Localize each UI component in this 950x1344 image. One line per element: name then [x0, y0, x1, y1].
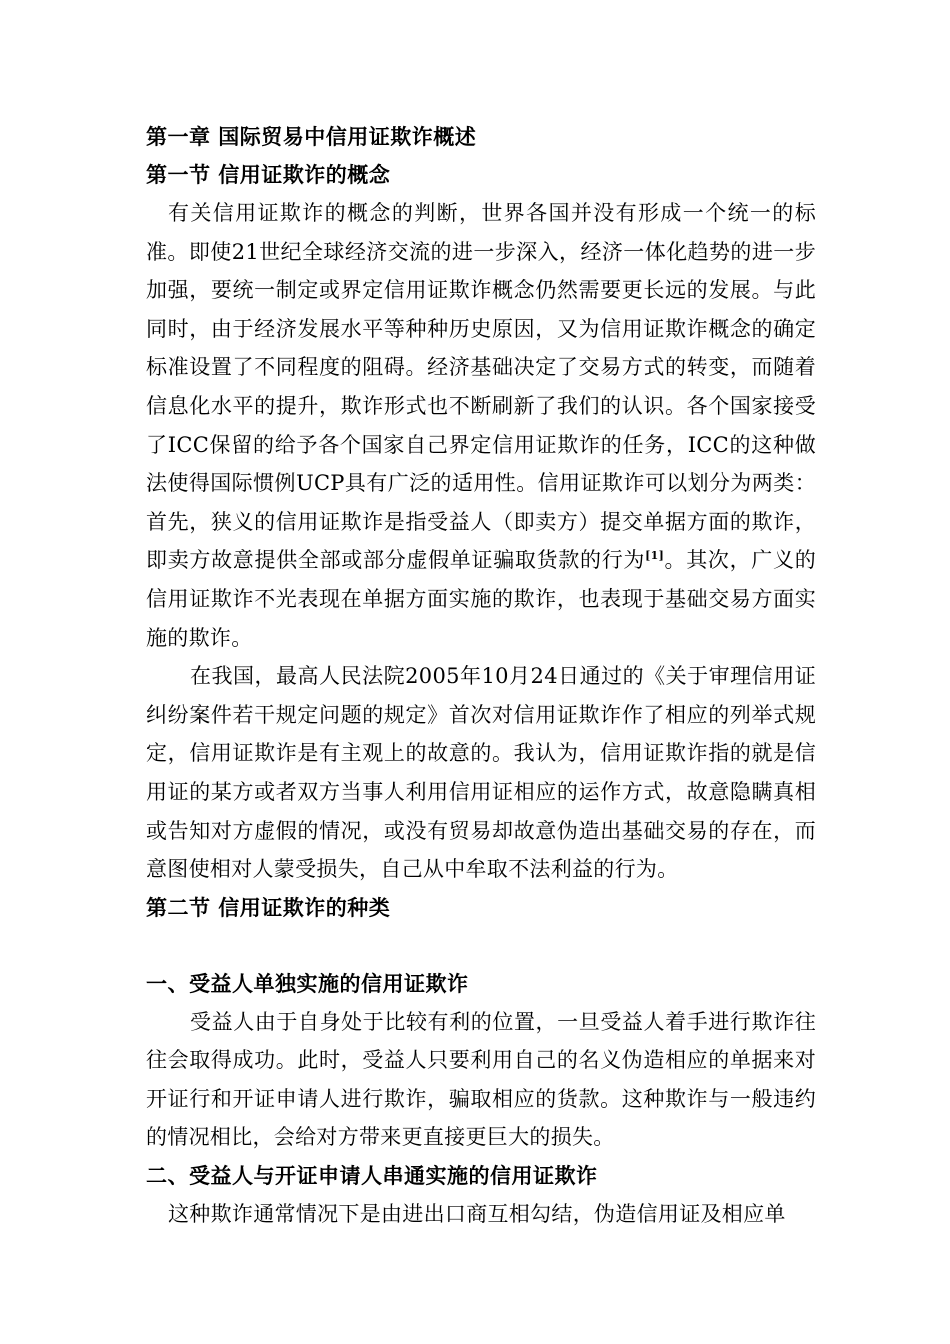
- blank-line: [146, 927, 816, 965]
- paragraph-beneficiary: 受益人由于自身处于比较有利的位置，一旦受益人着手进行欺诈往往会取得成功。此时，受益人只要利用自己的名义伪造相应的单据来对开证行和开证申请人进行欺诈，骗取相应的货款。这种欺诈与一般违约的情况相比，会给对方带来更直接更巨大的损失。: [146, 1009, 816, 1150]
- footnote-ref-1[interactable]: [1]: [645, 549, 665, 563]
- section-title-concept: 第一节 信用证欺诈的概念: [146, 163, 391, 187]
- chapter-title: 第一章 国际贸易中信用证欺诈概述: [146, 125, 477, 149]
- paragraph-concept-text-a: 有关信用证欺诈的概念的判断，世界各国并没有形成一个统一的标准。即使21世纪全球经济交流的进一步深入，经济一体化趋势的进一步加强，要统一制定或界定信用证欺诈概念仍然需要更长远的发展。与此同时，由于经济发展水平等种种历史原因，又为信用证欺诈概念的确定标准设置了不同程度的阻碍。经济基础决定了交易方式的转变，而随着信息化水平的提升，欺诈形式也不断刷新了我们的认识。各个国家接受了ICC保留的给予各个国家自己界定信用证欺诈的任务，ICC的这种做法使得国际惯例UCP具有广泛的适用性。信用证欺诈可以划分为两类：首先，狭义的信用证欺诈是指受益人（即卖方）提交单据方面的欺诈，即卖方故意提供全部或部分虚假单证骗取货款的行为: [146, 201, 816, 573]
- paragraph-collusion: 这种欺诈通常情况下是由进出口商互相勾结，伪造信用证及相应单: [168, 1202, 786, 1227]
- paragraph-concept: [146, 194, 816, 657]
- subsection-title-collusion: 二、受益人与开证申请人串通实施的信用证欺诈: [146, 1164, 598, 1189]
- section-title-types: 第二节 信用证欺诈的种类: [146, 895, 391, 920]
- document-page: [146, 118, 816, 1234]
- paragraph-china-definition: 在我国，最高人民法院2005年10月24日通过的《关于审理信用证纠纷案件若干规定问题的规定》首次对信用证欺诈作了相应的列举式规定，信用证欺诈是有主观上的故意的。我认为，信用证欺诈指的就是信用证的某方或者双方当事人利用信用证相应的运作方式，故意隐瞒真相或告知对方虚假的情况，或没有贸易却故意伪造出基础交易的存在，而意图使相对人蒙受损失，自己从中牟取不法利益的行为。: [146, 664, 816, 882]
- paragraph-concept-text-b: 。其次，广义的信用证欺诈不光表现在单据方面实施的欺诈，也表现于基础交易方面实施的欺诈。: [146, 548, 816, 650]
- subsection-title-beneficiary: 一、受益人单独实施的信用证欺诈: [146, 971, 469, 996]
